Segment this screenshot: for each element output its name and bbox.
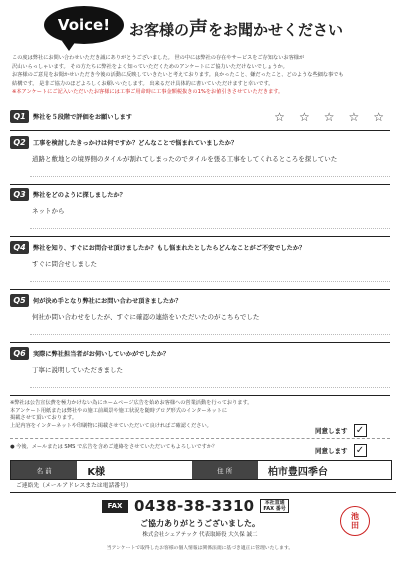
answer-text[interactable]: 丁寧に説明していただきました	[32, 366, 123, 374]
company-name: 株式会社シェアテック 代表取締役 大久保 誠二	[142, 532, 258, 538]
discount-note: ※本アンケートにご記入いただいたお客様には工事ご用命時に工事金額税抜きの1%をお値引きさせていただきます。	[12, 89, 284, 96]
divider	[10, 438, 390, 439]
question-5: Q5 何が決め手となり弊社にお問い合わせ頂きましたか？ 何社か問い合わせをしたが、すぐに確認の連絡をいただいたのがこちらでした	[10, 292, 390, 343]
agree-2[interactable]: 同意します ✓	[315, 444, 367, 457]
voice-badge: Voice!	[44, 6, 124, 44]
intro-text: この度は弊社にお問い合わせいただき誠にありがとうございました。 世の中には弊社の存在やサービスをご存知ないお客様が 沢山いらっしゃいます。 その方たちに弊社をよく知っていただくためのアンケートにご協力いただけないでしょうか。 お客様のご意見をお聞かせいただき今後の活動に反映していきたいと考えております。良かったこと、嫌だったこと、どのような些細な事でも 結構です。 是非ご協力のほどよろしくお願いいたします。 出来るだけ具体的に書いていただけますと幸いです。 ※本アンケートにご記入いただいたお客様には工事ご用命時に工事金額税抜きの1%をお値引きさせていただきます。	[12, 54, 390, 97]
thanks-text: ご協力ありがとうございました。	[140, 519, 260, 528]
address-label: 住 所	[192, 461, 258, 479]
question-text: 弊社を５段階で評価をお願いします	[33, 113, 132, 121]
answer-text[interactable]: すぐに問合せしました	[32, 260, 97, 268]
star-icon: ☆	[274, 110, 285, 124]
customer-info	[10, 460, 392, 480]
address-field[interactable]: 柏市豊四季台	[267, 466, 328, 478]
star-icon: ☆	[373, 110, 384, 124]
question-2: Q2 工事を検討したきっかけは何ですか？どんなことで悩まれていましたか？ 道路と敷地との境界側のタイルが割れてしまったのでタイルを張る工事をしてくれるところを探していた	[10, 134, 390, 185]
fax-block	[102, 497, 312, 515]
fax-number: 0438-38-3310	[134, 497, 255, 515]
checkbox-icon: ✓	[354, 424, 367, 437]
answer-text[interactable]: 道路と敷地との境界側のタイルが割れてしまったのでタイルを張る工事をしてくれるところを探していた	[32, 155, 338, 163]
privacy-footer: 当アンケートで取得したお客様の個人情報は関係法規に基づき適正に管理いたします。	[106, 546, 294, 551]
star-icon: ☆	[298, 110, 310, 124]
fax-tag: 本社直通 FAX 番号	[260, 499, 288, 513]
name-label: 名 前	[11, 461, 77, 479]
star-icon: ☆	[348, 110, 360, 124]
q-badge: Q1	[10, 110, 29, 123]
answer-text[interactable]: 何社か問い合わせをしたが、すぐに確認の連絡をいただいたのがこちらでした	[32, 313, 260, 321]
header	[44, 6, 374, 50]
checkbox-icon: ✓	[354, 444, 367, 457]
question-6: Q6 実際に弊社担当者がお伺いしていかがでしたか？ 丁寧に説明していただきました	[10, 345, 390, 396]
rating-stars[interactable]	[274, 110, 384, 124]
contact-field[interactable]: ご連絡先（メールアドレスまたは電話番号）	[10, 480, 396, 493]
question-4: Q4 弊社を知り、すぐにお問合せ頂けましたか？もし悩まれたとしたらどんなことがご不安でしたか？ すぐに問合せしました	[10, 239, 390, 290]
consent-notes: ※弊社は公告宣伝費を極力かけない為にホームページ広告を始めお客様への営業活動を行っております。 本アンケート用紙または弊社やの施工前風景や施工状況を随時ブログ形式のインターネットに 掲載させて頂いております。 上記内容をインターネットや印刷物に掲載させていただいて良ければご確認ください。	[10, 400, 253, 429]
star-icon: ☆	[323, 110, 335, 124]
question-3: Q3 弊社をどのように探しましたか？ ネットから	[10, 186, 390, 237]
fax-label: FAX	[102, 500, 128, 513]
page-title: お客様の声をお聞かせください	[129, 18, 344, 40]
sms-consent: ● 今後、メールまたは SMS で広告を含めご連絡をさせていただいてもよろしいですか？	[10, 444, 218, 450]
agree-1[interactable]: 同意します ✓	[315, 424, 367, 437]
seal-stamp: 池 田	[340, 506, 370, 536]
answer-text[interactable]: ネットから	[32, 207, 65, 215]
question-1	[10, 108, 390, 131]
name-field[interactable]: K様	[87, 466, 106, 478]
